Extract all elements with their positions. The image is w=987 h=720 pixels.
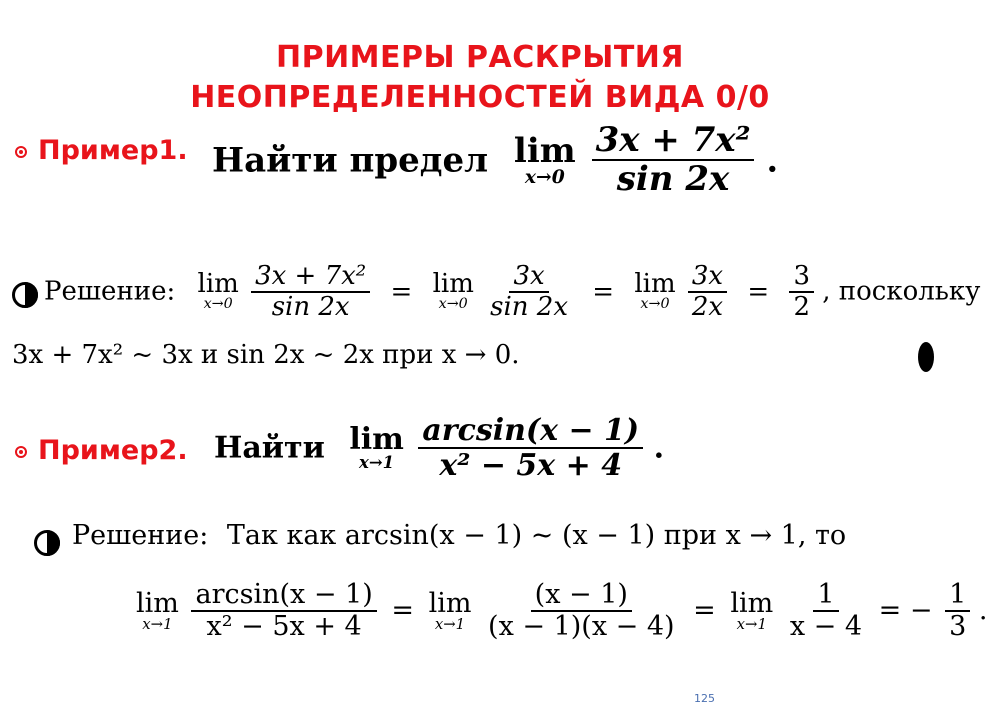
title-line-1: ПРИМЕРЫ РАСКРЫТИЯ — [275, 40, 685, 75]
lim-subscript: x→1 — [736, 614, 767, 633]
lim-word: lim — [428, 587, 472, 619]
fraction-numerator: arcsin(x − 1) — [191, 580, 376, 612]
lim-subscript: x→1 — [434, 614, 466, 633]
fraction-denominator: 2 — [793, 291, 810, 322]
solution2-lim-1 — [136, 587, 179, 633]
lim-word: lim — [730, 587, 774, 619]
solution1-fraction-4 — [789, 262, 814, 321]
example2-label: Пример2. — [38, 435, 188, 466]
fraction-denominator: x − 4 — [789, 610, 863, 642]
equals-sign: = — [592, 276, 615, 307]
fraction-denominator: (x − 1)(x − 4) — [488, 610, 675, 642]
fraction-denominator: x² − 5x + 4 — [439, 448, 623, 483]
solution1-lim-3 — [634, 271, 675, 311]
example1-lim — [513, 131, 576, 189]
lim-subscript: x→1 — [359, 452, 395, 472]
solution2-lim-2 — [428, 587, 472, 633]
solution2-lim-3 — [730, 587, 774, 633]
equals-sign: = — [747, 276, 770, 307]
fraction-numerator: 3x — [688, 262, 727, 293]
slide-title — [0, 38, 960, 118]
bullet-icon — [15, 446, 27, 458]
solution2-line1 — [72, 520, 846, 551]
equals-sign: = — [391, 595, 414, 627]
solution1-fraction-1 — [251, 262, 370, 321]
example1-task-text: Найти предел — [212, 140, 489, 181]
example2-task — [214, 414, 664, 482]
solution2-fraction-1 — [191, 580, 376, 641]
fraction-denominator: 3 — [949, 610, 967, 642]
solution2-line2 — [136, 580, 987, 641]
lim-word: lim — [634, 269, 676, 300]
moon-bullet-icon — [34, 530, 60, 556]
example1-task — [212, 122, 778, 199]
lim-subscript: x→0 — [438, 296, 468, 313]
fraction-numerator: 1 — [813, 580, 838, 612]
title-line-2: НЕОПРЕДЕЛЕННОСТЕЙ ВИДА 0/0 — [190, 80, 770, 115]
fraction-numerator: 3 — [789, 262, 814, 293]
solution2-fraction-2 — [484, 580, 679, 641]
solution2-fraction-4 — [945, 580, 970, 641]
solution2-fraction-3 — [786, 580, 866, 641]
example2-lim — [349, 421, 404, 472]
lim-subscript: x→0 — [524, 166, 565, 189]
fraction-numerator: 3x + 7x² — [251, 262, 370, 293]
lim-word: lim — [432, 269, 474, 300]
equals-sign: = — [693, 595, 716, 627]
example1-label: Пример1. — [38, 135, 188, 166]
lim-subscript: x→1 — [142, 614, 173, 633]
solution1-lim-1 — [198, 271, 239, 311]
lim-word: lim — [136, 587, 179, 619]
solution1-lim-2 — [433, 271, 474, 311]
lim-subscript: x→0 — [640, 296, 670, 313]
solution1-line2: 3x + 7x² ~ 3x и sin 2x ~ 2x при x → 0. — [12, 340, 520, 370]
fraction-denominator: sin 2x — [616, 159, 730, 200]
example2-task-text: Найти — [214, 430, 325, 466]
solution1-label: Решение: — [44, 276, 176, 307]
solution1-fraction-2 — [486, 262, 572, 321]
solution2-text: Так как arcsin(x − 1) ~ (x − 1) при x → 1, то — [226, 520, 847, 551]
fraction-numerator: 3x — [509, 262, 548, 293]
fraction-denominator: x² − 5x + 4 — [206, 610, 362, 642]
equals-minus-sign: = − — [878, 595, 933, 627]
fraction-numerator: (x − 1) — [531, 580, 632, 612]
solution1-fraction-3 — [688, 262, 727, 321]
page-number: 125 — [694, 692, 715, 705]
lim-subscript: x→0 — [203, 296, 233, 313]
solution1-tail: , поскольку — [822, 276, 981, 307]
lim-word: lim — [513, 131, 576, 172]
fraction-numerator: 3x + 7x² — [592, 122, 755, 161]
equals-sign: = — [390, 276, 413, 307]
example1-fraction — [592, 122, 755, 199]
fraction-denominator: sin 2x — [490, 291, 568, 322]
period: . — [766, 140, 779, 181]
solution2-label: Решение: — [72, 520, 209, 551]
period: . — [653, 430, 665, 466]
lim-word: lim — [197, 269, 239, 300]
bullet-icon — [15, 146, 27, 158]
moon-bullet-icon — [12, 282, 38, 308]
example2-fraction — [418, 414, 643, 482]
fraction-denominator: 2x — [691, 291, 724, 322]
period: . — [978, 595, 987, 627]
dot-icon — [918, 342, 934, 372]
fraction-numerator: 1 — [945, 580, 970, 612]
fraction-numerator: arcsin(x − 1) — [418, 414, 643, 449]
lim-word: lim — [349, 421, 404, 457]
solution1-line1 — [44, 262, 980, 321]
fraction-denominator: sin 2x — [271, 291, 350, 322]
